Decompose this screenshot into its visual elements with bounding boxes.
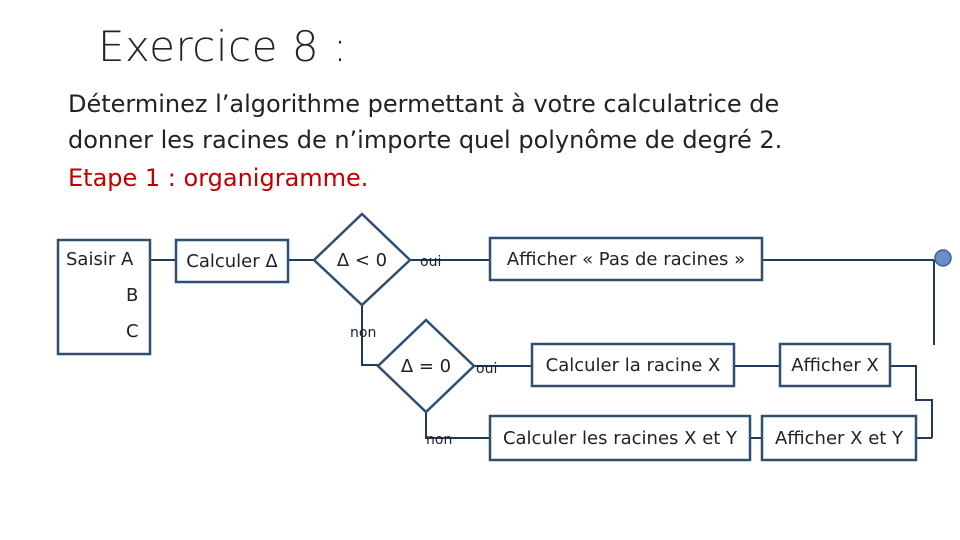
decision-delta-negative-label: Δ < 0 <box>336 250 388 271</box>
show-root-label: Afficher X <box>791 355 879 376</box>
show-roots-label: Afficher X et Y <box>774 428 904 449</box>
yes-label-2: oui <box>476 361 498 377</box>
input-b: B <box>126 285 139 306</box>
no-label-2: non <box>426 432 453 448</box>
compute-root-label: Calculer la racine X <box>545 355 721 376</box>
instruction-line-2: donner les racines de n’importe quel polynôme de degré 2. <box>68 126 783 154</box>
end-terminator <box>935 250 951 266</box>
compute-roots-label: Calculer les racines X et Y <box>502 428 738 449</box>
compute-delta-label: Calculer Δ <box>186 251 278 272</box>
no-roots-label: Afficher « Pas de racines » <box>506 249 746 270</box>
step-label: Etape 1 : organigramme. <box>68 164 369 192</box>
input-c: C <box>126 321 139 342</box>
no-label-1: non <box>350 325 377 341</box>
instruction-line-1: Déterminez l’algorithme permettant à votre calculatrice de <box>68 90 780 118</box>
decision-delta-zero-label: Δ = 0 <box>400 356 452 377</box>
slide-title: Exercice 8 : <box>98 22 348 71</box>
yes-label-1: oui <box>420 254 442 270</box>
input-label: Saisir A <box>66 249 134 270</box>
